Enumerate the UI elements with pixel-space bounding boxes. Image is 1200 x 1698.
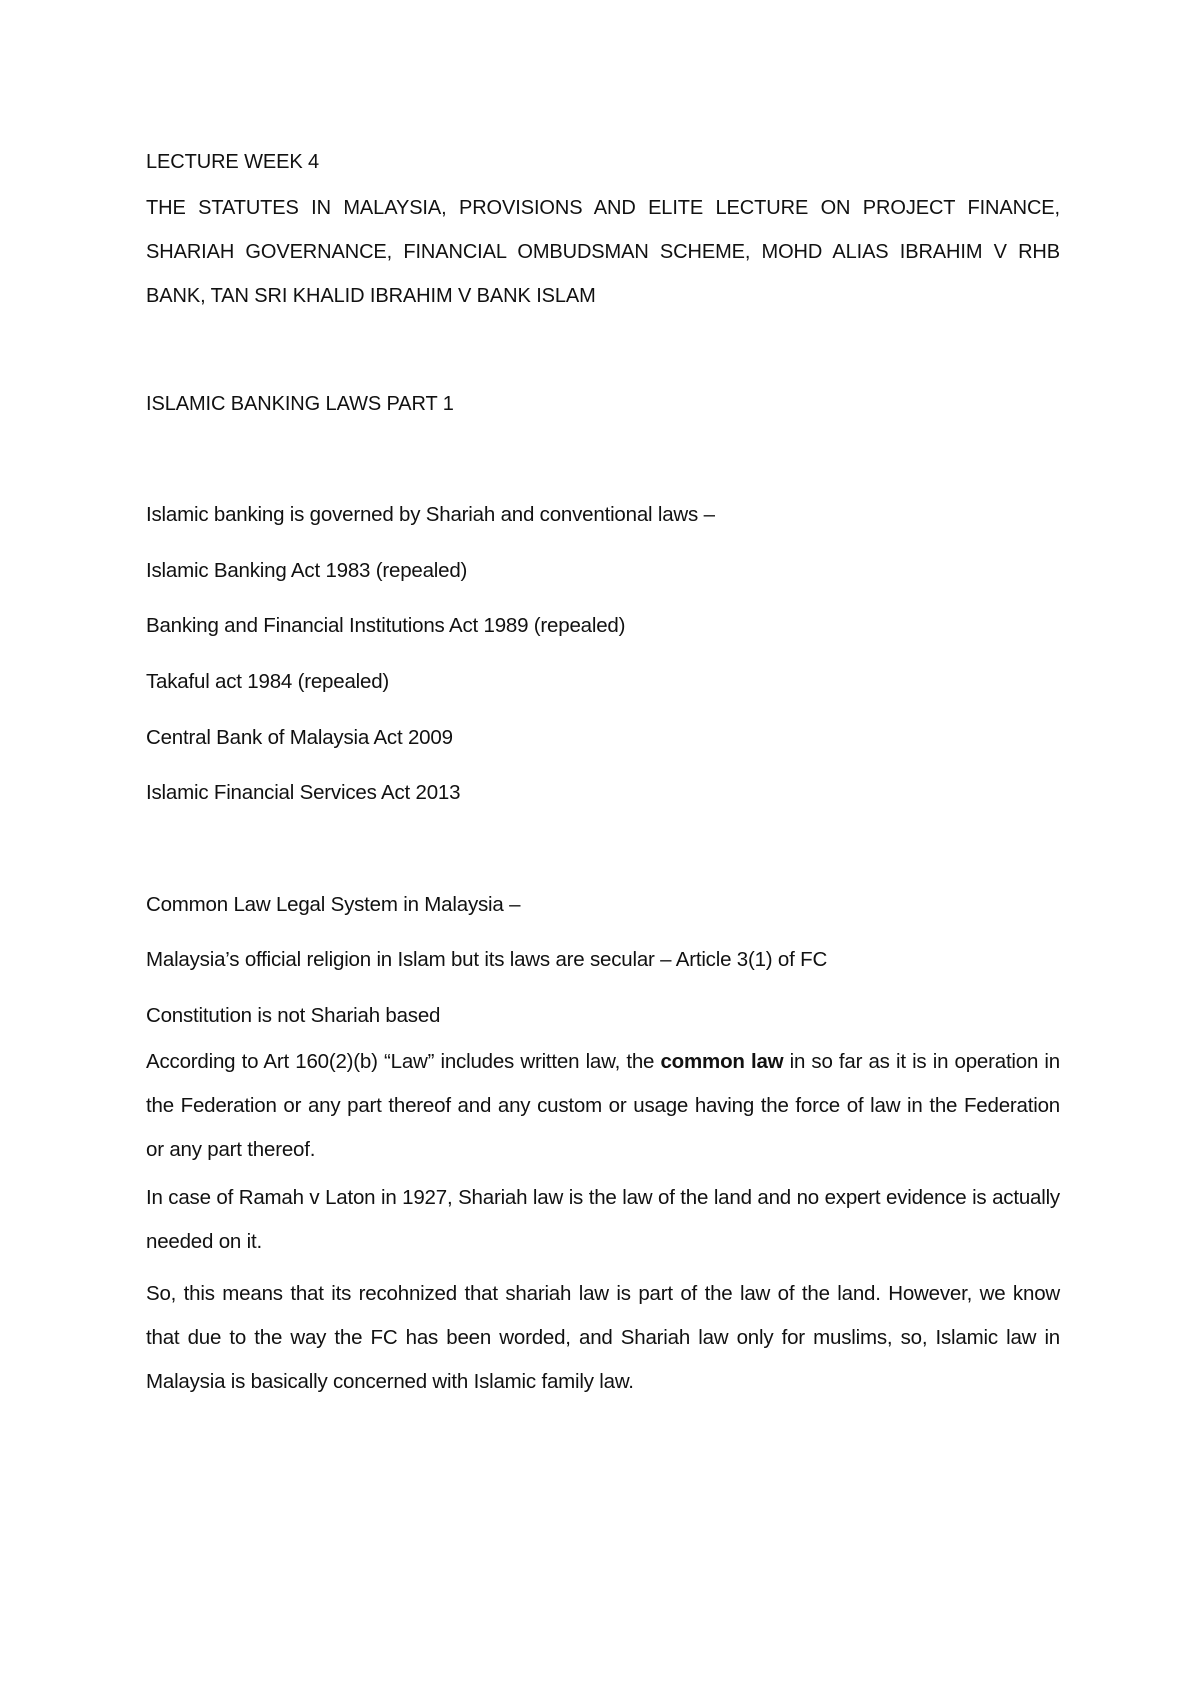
statute-item: Banking and Financial Institutions Act 1989 (repealed) xyxy=(146,614,626,637)
intro-line: Islamic banking is governed by Shariah and conventional laws – xyxy=(146,503,715,526)
common-law-heading: Common Law Legal System in Malaysia – xyxy=(146,893,521,916)
art160-paragraph xyxy=(146,1040,1060,1172)
art160-text-after: in so far as it is in operation in the Federation or any part thereof and any custom or usage having the force of law in the Federation or any part thereof. xyxy=(146,1050,1060,1161)
lecture-subtitle: THE STATUTES IN MALAYSIA, PROVISIONS AND ELITE LECTURE ON PROJECT FINANCE, SHARIAH GOVERNANCE, FINANCIAL OMBUDSMAN SCHEME, MOHD ALIAS IBRAHIM V RHB BANK, TAN SRI KHALID IBRAHIM V BANK ISLAM xyxy=(146,197,1060,307)
statute-item: Takaful act 1984 (repealed) xyxy=(146,670,390,693)
religion-line: Malaysia’s official religion in Islam but its laws are secular – Article 3(1) of FC xyxy=(146,948,828,971)
common-law-term: common law xyxy=(660,1050,784,1073)
ramah-case-paragraph: In case of Ramah v Laton in 1927, Shariah law is the law of the land and no expert evidence is actually needed on it. xyxy=(146,1186,1060,1253)
art160-text-before: According to Art 160(2)(b) “Law” includes written law, the xyxy=(146,1050,661,1073)
statute-item: Central Bank of Malaysia Act 2009 xyxy=(146,726,453,749)
statute-item: Islamic Banking Act 1983 (repealed) xyxy=(146,559,468,582)
constitution-line: Constitution is not Shariah based xyxy=(146,1004,441,1027)
lecture-heading: LECTURE WEEK 4 xyxy=(146,151,320,173)
statute-item: Islamic Financial Services Act 2013 xyxy=(146,781,461,804)
conclusion-paragraph: So, this means that its recohnized that shariah law is part of the law of the land. However, we know that due to the way the FC has been worded, and Shariah law only for muslims, so, Islamic law in Malaysia is basically concerned with Islamic family law. xyxy=(146,1282,1060,1393)
part-heading: ISLAMIC BANKING LAWS PART 1 xyxy=(146,393,454,415)
